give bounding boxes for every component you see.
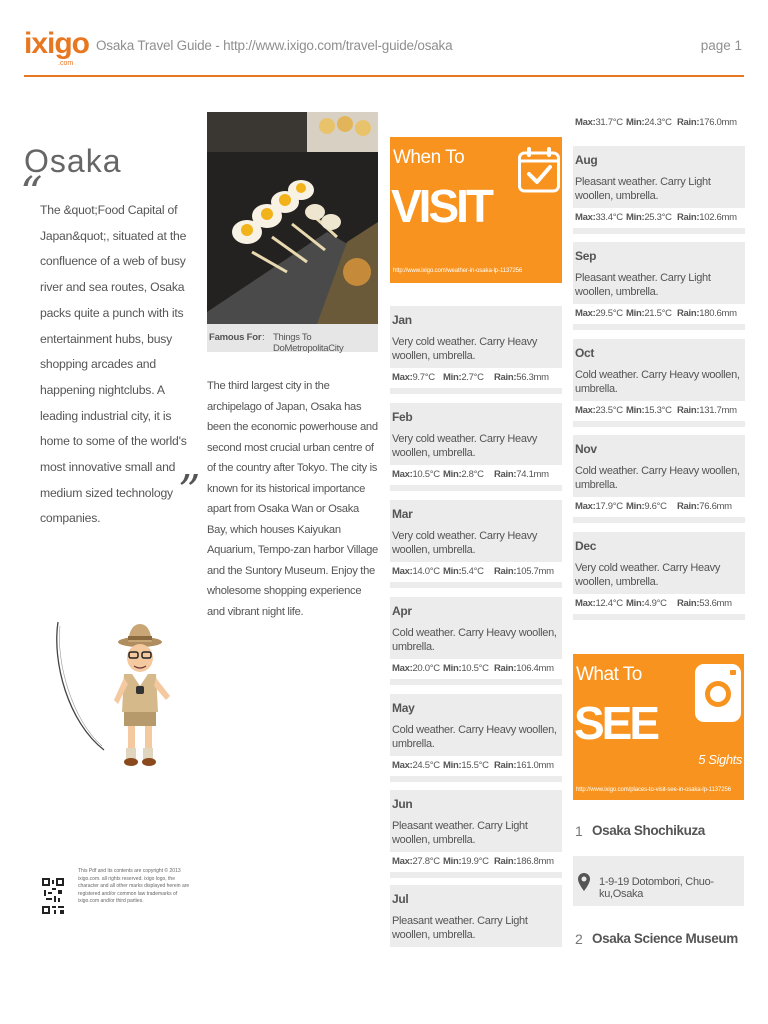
max-temp-label: Max: xyxy=(575,308,596,319)
rainfall xyxy=(494,856,554,867)
max-temp-value: 31.7°C xyxy=(595,117,623,128)
header-title[interactable]: Osaka Travel Guide - http://www.ixigo.com/travel-guide/osaka xyxy=(96,38,453,53)
min-temp-value: 15.5°C xyxy=(461,760,489,771)
sight-number: 2 xyxy=(575,931,583,947)
month-weather-oct xyxy=(573,339,745,427)
sight-name[interactable]: Osaka Science Museum xyxy=(592,931,738,946)
famous-for-bar xyxy=(207,324,378,352)
min-temp-value: 19.9°C xyxy=(461,856,489,867)
month-name: Jul xyxy=(392,892,409,906)
rainfall-value: 161.0mm xyxy=(516,760,554,771)
rainfall-value: 186.8mm xyxy=(516,856,554,867)
month-name: Mar xyxy=(392,507,413,521)
rainfall-value: 102.6mm xyxy=(699,212,737,223)
max-temp-value: 20.0°C xyxy=(412,663,440,674)
max-temp-label: Max: xyxy=(575,405,596,416)
rainfall xyxy=(494,469,549,480)
min-temp-value: 15.3°C xyxy=(644,405,672,416)
rainfall-label: Rain: xyxy=(494,372,517,383)
rainfall-label: Rain: xyxy=(494,566,517,577)
rainfall-label: Rain: xyxy=(494,856,517,867)
min-temp-label: Min: xyxy=(626,405,645,416)
min-temp-label: Min: xyxy=(626,117,645,128)
month-name: Apr xyxy=(392,604,412,618)
min-temp xyxy=(626,308,672,319)
month-name: Jun xyxy=(392,797,413,811)
max-temp xyxy=(575,405,623,416)
rainfall xyxy=(677,501,732,512)
max-temp-label: Max: xyxy=(392,856,413,867)
visit-url-link[interactable]: http://www.ixigo.com/weather-in-osaka-lp-1137256 xyxy=(393,268,523,274)
month-weather-jan xyxy=(390,306,562,394)
month-stats-row xyxy=(573,304,745,324)
month-weather-jun xyxy=(390,790,562,878)
rainfall xyxy=(677,308,737,319)
month-name: Aug xyxy=(575,153,598,167)
month-advice: Very cold weather. Carry Heavy woollen, umbrella. xyxy=(392,336,538,362)
map-pin-icon xyxy=(578,873,590,891)
month-advice: Cold weather. Carry Heavy woollen, umbrella. xyxy=(392,724,557,750)
min-temp xyxy=(626,212,672,223)
famous-for-colon: : xyxy=(262,332,265,343)
month-weather-sep xyxy=(573,242,745,330)
month-stats-row xyxy=(390,756,562,776)
rainfall xyxy=(677,405,737,416)
min-temp-value: 5.4°C xyxy=(461,566,484,577)
max-temp-value: 29.5°C xyxy=(595,308,623,319)
see-heading-small: What To xyxy=(576,664,642,685)
max-temp-label: Max: xyxy=(392,566,413,577)
rainfall-value: 53.6mm xyxy=(699,598,732,609)
month-stats-row xyxy=(390,852,562,872)
max-temp xyxy=(392,372,435,383)
min-temp-label: Min: xyxy=(626,501,645,512)
min-temp-label: Min: xyxy=(443,760,462,771)
city-description: The third largest city in the archipelago of Japan, Osaka has been the economic powerhouse and second most crucial urban centre of of the country after Tokyo. The city is known for its historical importance apart from Osaka Wan or Osaka Bay, which houses Kaiyukan Aquarium, Tempo-zan harbor Village and the Suntory Museum. Enjoy the wholesome shopping experience and vibrant night life. xyxy=(207,380,378,618)
rainfall-value: 176.0mm xyxy=(699,117,737,128)
min-temp-label: Min: xyxy=(443,663,462,674)
month-stats-row xyxy=(390,562,562,582)
see-heading-big: SEE xyxy=(574,697,658,749)
max-temp-label: Max: xyxy=(392,469,413,480)
page-number: page 1 xyxy=(700,38,742,53)
rainfall-label: Rain: xyxy=(677,212,700,223)
rainfall-label: Rain: xyxy=(677,405,700,416)
min-temp xyxy=(443,566,484,577)
intro-text: The &quot;Food Capital of Japan&quot;, situated at the confluence of a web of busy river and sea routes, Osaka packs quite a punch with its entertainment hubs, busy shopping arcades and happening nightclubs. A leading industrial city, it is home to some of the world's most innovative small and medium sized technology companies. xyxy=(40,203,187,526)
max-temp-label: Max: xyxy=(575,598,596,609)
rainfall-value: 131.7mm xyxy=(699,405,737,416)
rainfall-value: 180.6mm xyxy=(699,308,737,319)
max-temp-value: 17.9°C xyxy=(595,501,623,512)
max-temp-value: 24.5°C xyxy=(412,760,440,771)
month-stats-row xyxy=(390,465,562,485)
min-temp-value: 2.7°C xyxy=(461,372,484,383)
min-temp-label: Min: xyxy=(626,212,645,223)
month-name: Feb xyxy=(392,410,413,424)
month-advice: Cold weather. Carry Heavy woollen, umbrella. xyxy=(575,369,740,395)
rainfall-value: 106.4mm xyxy=(516,663,554,674)
min-temp-label: Min: xyxy=(626,598,645,609)
explorer-mascot-illustration xyxy=(48,612,178,772)
max-temp xyxy=(575,117,623,128)
min-temp xyxy=(443,469,484,480)
max-temp-value: 9.7°C xyxy=(412,372,435,383)
month-advice: Pleasant weather. Carry Light woollen, umbrella. xyxy=(575,176,711,202)
rainfall xyxy=(494,760,554,771)
max-temp xyxy=(392,856,440,867)
rainfall-value: 56.3mm xyxy=(516,372,549,383)
famous-for-value: Things To DoMetropolitaCity xyxy=(273,332,344,354)
sight-name[interactable]: Osaka Shochikuza xyxy=(592,823,705,838)
min-temp-label: Min: xyxy=(443,566,462,577)
when-to-visit-card xyxy=(390,137,562,283)
month-weather-mar xyxy=(390,500,562,588)
rainfall xyxy=(494,372,549,383)
max-temp xyxy=(575,308,623,319)
month-name: Oct xyxy=(575,346,595,360)
month-advice: Very cold weather. Carry Heavy woollen, umbrella. xyxy=(575,562,721,588)
max-temp-value: 12.4°C xyxy=(595,598,623,609)
max-temp-value: 14.0°C xyxy=(412,566,440,577)
max-temp-label: Max: xyxy=(392,372,413,383)
min-temp xyxy=(443,663,489,674)
rainfall-label: Rain: xyxy=(677,308,700,319)
month-name: Dec xyxy=(575,539,597,553)
month-name: May xyxy=(392,701,415,715)
qr-code-icon[interactable] xyxy=(42,878,64,914)
month-stats-row xyxy=(390,659,562,679)
sight-number: 1 xyxy=(575,823,583,839)
month-weather-dec xyxy=(573,532,745,620)
max-temp-label: Max: xyxy=(575,501,596,512)
min-temp xyxy=(626,117,672,128)
what-to-see-card xyxy=(573,654,744,800)
max-temp xyxy=(575,212,623,223)
max-temp-value: 10.5°C xyxy=(412,469,440,480)
rainfall-label: Rain: xyxy=(494,663,517,674)
min-temp xyxy=(626,405,672,416)
min-temp-value: 9.6°C xyxy=(644,501,667,512)
month-advice: Cold weather. Carry Heavy woollen, umbrella. xyxy=(392,627,557,653)
month-advice: Pleasant weather. Carry Light woollen, umbrella. xyxy=(392,915,528,941)
month-stats-row xyxy=(390,368,562,388)
rainfall xyxy=(677,117,737,128)
visit-heading-big: VISIT xyxy=(391,180,492,232)
copyright-notice: This Pdf and its contents are copyright © 2013 ixigo.com. all rights reserved. ixigo logo, the character and all other marks displayed herein are registered and/or common law trademarks of ixigo.com and/or third parties. xyxy=(78,868,190,905)
min-temp-value: 4.9°C xyxy=(644,598,667,609)
month-weather-may xyxy=(390,694,562,782)
month-advice: Very cold weather. Carry Heavy woollen, umbrella. xyxy=(392,433,538,459)
max-temp-label: Max: xyxy=(575,212,596,223)
month-weather-feb xyxy=(390,403,562,491)
city-title: Osaka xyxy=(24,143,122,179)
min-temp-value: 24.3°C xyxy=(644,117,672,128)
see-url-link[interactable]: http://www.ixigo.com/places-to-visit-see-in-osaka-lp-1137256 xyxy=(576,787,731,793)
rainfall xyxy=(677,212,737,223)
max-temp-value: 23.5°C xyxy=(595,405,623,416)
rainfall xyxy=(494,566,554,577)
month-advice: Pleasant weather. Carry Light woollen, umbrella. xyxy=(575,272,711,298)
month-stats-row xyxy=(573,208,745,228)
month-name: Nov xyxy=(575,442,597,456)
sight-address: 1-9-19 Dotombori, Chuo-ku,Osaka xyxy=(599,876,714,900)
visit-heading-small: When To xyxy=(393,147,465,168)
max-temp xyxy=(575,501,623,512)
rainfall xyxy=(494,663,554,674)
month-weather-nov xyxy=(573,435,745,523)
rainfall-label: Rain: xyxy=(677,501,700,512)
max-temp xyxy=(392,566,440,577)
min-temp-label: Min: xyxy=(626,308,645,319)
min-temp xyxy=(443,760,489,771)
max-temp-label: Max: xyxy=(392,760,413,771)
rainfall-value: 74.1mm xyxy=(516,469,549,480)
max-temp xyxy=(392,760,440,771)
month-name: Jan xyxy=(392,313,412,327)
min-temp-label: Min: xyxy=(443,372,462,383)
month-advice: Pleasant weather. Carry Light woollen, umbrella. xyxy=(392,820,528,846)
month-stats-row xyxy=(573,497,745,517)
min-temp-value: 21.5°C xyxy=(644,308,672,319)
month-weather-apr xyxy=(390,597,562,685)
open-quote-icon: “ xyxy=(20,168,43,219)
month-weather-jul xyxy=(390,885,562,947)
max-temp xyxy=(392,469,440,480)
logo-sub: .com xyxy=(58,60,74,67)
rainfall-label: Rain: xyxy=(494,760,517,771)
month-stats-row xyxy=(573,401,745,421)
close-quote-icon: ” xyxy=(178,466,201,517)
max-temp-value: 27.8°C xyxy=(412,856,440,867)
rainfall-label: Rain: xyxy=(677,598,700,609)
min-temp xyxy=(443,856,489,867)
sight-address-box xyxy=(573,856,744,906)
rainfall-value: 105.7mm xyxy=(516,566,554,577)
rainfall-label: Rain: xyxy=(494,469,517,480)
max-temp xyxy=(575,598,623,609)
rainfall-value: 76.6mm xyxy=(699,501,732,512)
famous-for-label: Famous For xyxy=(209,332,262,343)
ixigo-logo[interactable] xyxy=(24,27,90,67)
rainfall-label: Rain: xyxy=(677,117,700,128)
month-stats-row xyxy=(573,594,745,614)
food-photo-skewers xyxy=(207,112,378,324)
sights-count: 5 Sights xyxy=(698,752,742,767)
camera-icon xyxy=(693,658,743,730)
max-temp-label: Max: xyxy=(575,117,596,128)
min-temp-label: Min: xyxy=(443,856,462,867)
month-advice: Cold weather. Carry Heavy woollen, umbrella. xyxy=(575,465,740,491)
min-temp-value: 2.8°C xyxy=(461,469,484,480)
min-temp-value: 10.5°C xyxy=(461,663,489,674)
logo-text: ixigo xyxy=(24,27,90,60)
page-header xyxy=(0,0,768,78)
max-temp-label: Max: xyxy=(392,663,413,674)
min-temp xyxy=(443,372,484,383)
max-temp xyxy=(392,663,440,674)
min-temp-label: Min: xyxy=(443,469,462,480)
month-name: Sep xyxy=(575,249,597,263)
calendar-check-icon xyxy=(518,143,560,213)
rainfall xyxy=(677,598,732,609)
min-temp xyxy=(626,598,667,609)
max-temp-value: 33.4°C xyxy=(595,212,623,223)
min-temp-value: 25.3°C xyxy=(644,212,672,223)
min-temp xyxy=(626,501,667,512)
month-stats-row-continued xyxy=(573,113,744,133)
month-advice: Very cold weather. Carry Heavy woollen, umbrella. xyxy=(392,530,538,556)
header-divider xyxy=(24,75,744,77)
month-weather-aug xyxy=(573,146,745,234)
